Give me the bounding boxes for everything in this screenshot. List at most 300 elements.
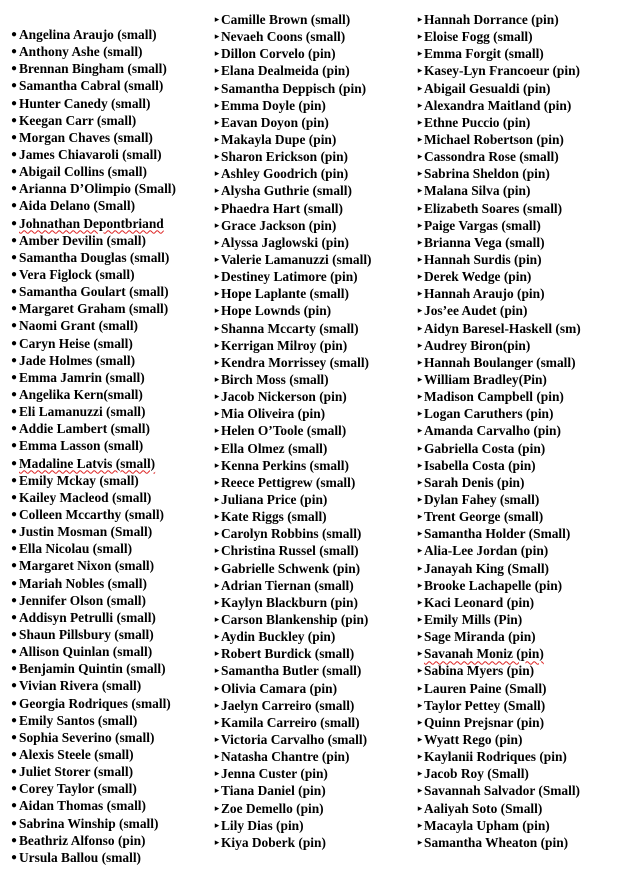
list-item-text: Brianna Vega (small)	[424, 234, 545, 250]
list-item	[213, 251, 413, 268]
list-item-text: Aida Delano (Small)	[19, 198, 136, 214]
bullet-icon: ▸	[417, 134, 423, 145]
list-item-text: Kerrigan Milroy (pin)	[221, 337, 348, 353]
list-item-text: Samantha Butler (small)	[221, 663, 362, 679]
bullet-icon: ▸	[214, 631, 220, 642]
list-item-text: Shaun Pillsbury (small)	[19, 626, 154, 642]
list-item	[213, 165, 413, 182]
list-item	[9, 197, 209, 214]
list-item	[9, 163, 209, 180]
list-item	[416, 714, 616, 731]
bullet-icon: ▸	[214, 802, 220, 813]
list-item	[416, 422, 616, 439]
bullet-icon: ●	[10, 217, 18, 229]
list-item-text: Anthony Ashe (small)	[19, 44, 143, 60]
list-item	[9, 557, 209, 574]
list-item-text: Mariah Nobles (small)	[19, 575, 147, 591]
bullet-icon: ▸	[214, 699, 220, 710]
bullet-icon: ●	[10, 491, 18, 503]
bullet-icon: ▸	[417, 116, 423, 127]
list-item-text: Ashley Goodrich (pin)	[221, 166, 349, 182]
list-item	[416, 679, 616, 696]
list-item-text: Savanah Moniz (pin)	[424, 646, 544, 662]
list-item	[9, 780, 209, 797]
bullet-icon: ▸	[417, 374, 423, 385]
list-item	[213, 440, 413, 457]
bullet-icon: ▸	[417, 14, 423, 25]
bullet-icon: ▸	[214, 82, 220, 93]
bullet-icon: ●	[10, 303, 18, 315]
bullet-icon: ▸	[214, 356, 220, 367]
list-item	[416, 662, 616, 679]
list-item	[416, 234, 616, 251]
list-item	[416, 491, 616, 508]
bullet-icon: ●	[10, 851, 18, 863]
bullet-icon: ●	[10, 114, 18, 126]
bullet-icon: ▸	[417, 733, 423, 744]
bullet-icon: ▸	[214, 271, 220, 282]
list-item-text: Phaedra Hart (small)	[221, 200, 343, 216]
name-column-2	[213, 11, 413, 851]
bullet-icon: ▸	[214, 31, 220, 42]
list-item	[9, 317, 209, 334]
bullet-icon: ▸	[417, 48, 423, 59]
list-item-text: Abigail Collins (small)	[19, 164, 147, 180]
list-item	[416, 560, 616, 577]
bullet-icon: ●	[10, 29, 18, 41]
bullet-icon: ▸	[417, 151, 423, 162]
list-item-text: Alysha Guthrie (small)	[221, 183, 352, 199]
list-item	[213, 714, 413, 731]
list-item	[213, 320, 413, 337]
list-item-text: Kaci Leonard (pin)	[424, 594, 535, 610]
list-item-text: Sabrina Sheldon (pin)	[424, 166, 550, 182]
list-item-text: Dylan Fahey (small)	[424, 492, 540, 507]
bullet-icon: ▸	[214, 134, 220, 145]
bullet-icon: ▸	[214, 579, 220, 590]
list-item-text: Hannah Surdis (pin)	[424, 252, 542, 268]
list-item-text: Jacob Nickerson (pin)	[221, 389, 347, 405]
bullet-icon: ●	[10, 423, 18, 435]
list-item-text: Beathriz Alfonso (pin)	[19, 832, 146, 848]
bullet-icon: ●	[10, 817, 18, 829]
list-item-text: Birch Moss (small)	[221, 372, 329, 388]
list-item-text: Brennan Bingham (small)	[19, 61, 167, 77]
list-item	[9, 180, 209, 197]
list-item	[9, 540, 209, 557]
list-item-text: Shanna Mccarty (small)	[221, 320, 359, 336]
list-item	[9, 300, 209, 317]
list-item	[9, 849, 209, 866]
list-item	[213, 782, 413, 799]
list-item-text: Madison Campbell (pin)	[424, 389, 564, 405]
bullet-icon: ●	[10, 63, 18, 75]
list-item-text: Benjamin Quintin (small)	[19, 661, 166, 677]
list-item	[416, 542, 616, 559]
list-item-text: Samantha Goulart (small)	[19, 284, 169, 300]
list-item	[213, 114, 413, 131]
list-item-text: Sabina Myers (pin)	[424, 663, 535, 679]
list-item-text: Jade Holmes (small)	[19, 352, 136, 368]
list-item-text: Janayah King (Small)	[424, 560, 550, 576]
list-item-text: Amanda Carvalho (pin)	[424, 423, 561, 439]
list-item-text: Logan Caruthers (pin)	[424, 406, 554, 422]
list-item-text: Helen O’Toole (small)	[221, 423, 347, 439]
list-item-text: Adrian Tiernan (small)	[221, 577, 354, 593]
bullet-icon: ▸	[214, 151, 220, 162]
list-item-text: Isabella Costa (pin)	[424, 457, 536, 473]
bullet-icon: ●	[10, 440, 18, 452]
list-item-text: Malana Silva (pin)	[424, 183, 531, 199]
list-item-text: Eloise Fogg (small)	[424, 29, 533, 45]
list-item-text: Juliana Price (pin)	[221, 492, 328, 507]
list-item	[213, 80, 413, 97]
list-item	[213, 422, 413, 439]
list-item	[416, 371, 616, 388]
list-item-text: Emma Forgit (small)	[424, 46, 544, 62]
list-item	[416, 628, 616, 645]
list-item	[9, 489, 209, 506]
list-item	[213, 354, 413, 371]
list-item-text: Macayla Upham (pin)	[424, 817, 550, 833]
list-item-text: Alexandra Maitland (pin)	[424, 97, 572, 113]
list-item-text: Emma Lasson (small)	[19, 438, 144, 454]
list-item-text: Margaret Graham (small)	[19, 301, 169, 317]
list-item-text: Elana Dealmeida (pin)	[221, 63, 350, 79]
bullet-icon: ▸	[417, 596, 423, 607]
list-item-text: Lily Dias (pin)	[221, 817, 304, 833]
bullet-icon: ▸	[214, 819, 220, 830]
list-item	[416, 302, 616, 319]
list-item	[213, 799, 413, 816]
list-item	[416, 148, 616, 165]
bullet-icon: ●	[10, 680, 18, 692]
bullet-icon: ●	[10, 783, 18, 795]
list-item-text: Kailey Macleod (small)	[19, 489, 152, 505]
list-item-text: Alyssa Jaglowski (pin)	[221, 234, 349, 250]
bullet-icon: ▸	[417, 648, 423, 659]
bullet-icon: ▸	[214, 391, 220, 402]
list-item-text: Ursula Ballou (small)	[19, 849, 142, 865]
list-item	[416, 80, 616, 97]
list-item-text: Alia-Lee Jordan (pin)	[424, 543, 549, 559]
list-item	[213, 457, 413, 474]
list-item	[213, 697, 413, 714]
list-item	[9, 746, 209, 763]
bullet-icon: ▸	[417, 802, 423, 813]
bullet-icon: ▸	[214, 202, 220, 213]
list-item	[213, 577, 413, 594]
bullet-icon: ●	[10, 543, 18, 555]
list-item-text: Kamila Carreiro (small)	[221, 714, 360, 730]
bullet-icon: ●	[10, 200, 18, 212]
list-item	[9, 386, 209, 403]
list-item-text: Kasey-Lyn Francoeur (pin)	[424, 63, 580, 79]
list-item	[9, 626, 209, 643]
list-item-text: Sophia Severino (small)	[19, 729, 155, 745]
bullet-icon: ●	[10, 594, 18, 606]
bullet-icon: ▸	[214, 494, 220, 504]
bullet-icon: ▸	[417, 682, 423, 693]
list-item-text: Georgia Rodriques (small)	[19, 695, 171, 711]
bullet-icon: ●	[10, 509, 18, 520]
list-item-text: Gabrielle Schwenk (pin)	[221, 560, 361, 576]
bullet-icon: ●	[10, 183, 18, 195]
bullet-icon: ▸	[417, 339, 423, 350]
list-item	[213, 268, 413, 285]
list-item	[9, 335, 209, 352]
bullet-icon: ▸	[417, 185, 423, 196]
bullet-icon: ▸	[417, 356, 423, 367]
bullet-icon: ●	[10, 731, 18, 743]
list-item	[213, 200, 413, 217]
list-item	[213, 217, 413, 234]
list-item-text: Aydin Buckley (pin)	[221, 629, 336, 645]
bullet-icon: ●	[10, 474, 18, 486]
list-item	[213, 62, 413, 79]
list-item	[416, 577, 616, 594]
bullet-icon: ●	[10, 697, 18, 709]
list-item	[213, 508, 413, 525]
bullet-icon: ●	[10, 577, 18, 589]
bullet-icon: ●	[10, 457, 18, 469]
list-item-text: Natasha Chantre (pin)	[221, 749, 350, 765]
list-item	[213, 560, 413, 577]
list-item	[213, 97, 413, 114]
list-item-text: Robert Burdick (small)	[221, 646, 355, 662]
list-item	[416, 354, 616, 371]
list-item	[9, 677, 209, 694]
bullet-icon: ●	[10, 234, 18, 246]
bullet-icon: ●	[10, 646, 18, 658]
list-item	[213, 731, 413, 748]
bullet-icon: ●	[10, 337, 18, 349]
list-item-text: Angelina Araujo (small)	[19, 27, 157, 43]
bullet-icon: ●	[10, 269, 18, 281]
list-item-text: Nevaeh Coons (small)	[221, 29, 346, 45]
list-item	[416, 268, 616, 285]
list-item	[416, 817, 616, 834]
bullet-icon: ▸	[214, 785, 220, 796]
list-item	[416, 251, 616, 268]
list-item-text: Alexis Steele (small)	[19, 746, 134, 762]
bullet-icon: ●	[10, 834, 18, 846]
list-item	[9, 249, 209, 266]
list-item-text: Emily Mills (Pin)	[424, 611, 523, 627]
list-item-text: Trent George (small)	[424, 509, 544, 525]
list-item	[9, 77, 209, 94]
bullet-icon: ▸	[214, 768, 220, 779]
list-item	[9, 283, 209, 300]
list-item	[416, 765, 616, 782]
list-item-text: Aaliyah Soto (Small)	[424, 800, 543, 816]
bullet-icon: ▸	[417, 545, 423, 556]
list-item	[9, 26, 209, 43]
list-item	[213, 542, 413, 559]
list-item-text: Samantha Cabral (small)	[19, 78, 164, 94]
list-item	[9, 814, 209, 831]
list-item	[213, 371, 413, 388]
bullet-icon: ▸	[417, 288, 423, 299]
list-item-text: Hannah Dorrance (pin)	[424, 12, 559, 28]
list-item-text: Morgan Chaves (small)	[19, 129, 153, 145]
bullet-icon: ▸	[214, 442, 220, 453]
list-item-text: Makayla Dupe (pin)	[221, 132, 337, 148]
list-item	[9, 832, 209, 849]
list-item-text: Arianna D’Olimpio (Small)	[19, 181, 176, 197]
bullet-icon: ●	[10, 251, 18, 263]
bullet-icon: ▸	[214, 476, 220, 487]
bullet-icon: ▸	[214, 48, 220, 59]
bullet-icon: ▸	[417, 494, 423, 504]
list-item	[9, 523, 209, 540]
bullet-icon: ▸	[214, 648, 220, 659]
list-item-text: Sharon Erickson (pin)	[221, 149, 349, 165]
list-item	[416, 28, 616, 45]
bullet-icon: ▸	[214, 613, 220, 624]
list-item	[213, 834, 413, 851]
list-item-text: Eavan Doyon (pin)	[221, 114, 329, 130]
list-item-text: Kaylyn Blackburn (pin)	[221, 594, 358, 610]
list-item-text: Corey Taylor (small)	[19, 781, 137, 797]
list-item-text: William Bradley(Pin)	[424, 372, 547, 388]
list-item	[9, 215, 209, 232]
bullet-icon: ▸	[214, 219, 220, 230]
bullet-icon: ●	[10, 80, 18, 92]
list-item	[9, 506, 209, 523]
bullet-icon: ▸	[214, 511, 220, 522]
list-item	[213, 594, 413, 611]
bullet-icon: ●	[10, 149, 18, 161]
list-item	[416, 388, 616, 405]
bullet-icon: ●	[10, 560, 18, 572]
list-item-text: Emily Mckay (small)	[19, 472, 139, 488]
bullet-icon: ▸	[417, 236, 423, 247]
list-item-text: Eli Lamanuzzi (small)	[19, 404, 146, 420]
bullet-icon: ▸	[417, 254, 423, 265]
bullet-icon: ●	[10, 663, 18, 675]
bullet-icon: ●	[10, 766, 18, 778]
bullet-icon: ▸	[417, 768, 423, 779]
list-item	[416, 217, 616, 234]
list-item-text: Cassondra Rose (small)	[424, 149, 559, 165]
bullet-icon: ▸	[417, 631, 423, 642]
bullet-icon: ▸	[214, 339, 220, 350]
list-item	[9, 95, 209, 112]
bullet-icon: ▸	[214, 374, 220, 385]
bullet-icon: ▸	[417, 459, 423, 470]
list-item-text: Caryn Heise (small)	[19, 335, 133, 351]
list-item-text: Kenna Perkins (small)	[221, 457, 349, 473]
list-item-text: Sarah Denis (pin)	[424, 474, 525, 490]
list-item	[416, 131, 616, 148]
list-item-text: James Chiavaroli (small)	[19, 147, 162, 163]
list-item	[213, 679, 413, 696]
list-item-text: Emma Jamrin (small)	[19, 369, 145, 385]
list-item	[9, 266, 209, 283]
list-item	[416, 11, 616, 28]
list-item	[416, 525, 616, 542]
list-item-text: Kendra Morrissey (small)	[221, 354, 370, 370]
bullet-icon: ●	[10, 97, 18, 109]
bullet-icon: ▸	[417, 271, 423, 282]
list-item	[213, 748, 413, 765]
list-item	[9, 797, 209, 814]
list-item	[213, 45, 413, 62]
bullet-icon: ▸	[214, 116, 220, 127]
list-item-text: Addisyn Petrulli (small)	[19, 609, 156, 625]
list-item	[213, 148, 413, 165]
list-item	[416, 697, 616, 714]
list-item	[9, 763, 209, 780]
list-item-text: Hunter Canedy (small)	[19, 95, 151, 111]
list-item	[416, 457, 616, 474]
list-item	[213, 662, 413, 679]
list-item	[416, 62, 616, 79]
bullet-icon: ●	[10, 611, 18, 623]
list-item-text: Aidyn Baresel-Haskell (sm)	[424, 320, 581, 336]
bullet-icon: ▸	[214, 185, 220, 196]
bullet-icon: ●	[10, 748, 18, 760]
bullet-icon: ▸	[214, 682, 220, 693]
list-item-text: Jennifer Olson (small)	[19, 592, 146, 608]
list-item	[416, 474, 616, 491]
list-item-text: Hope Lownds (pin)	[221, 303, 332, 319]
bullet-icon: ▸	[417, 82, 423, 93]
bullet-icon: ▸	[214, 596, 220, 607]
list-item-text: Hope Laplante (small)	[221, 286, 349, 302]
list-item-text: Allison Quinlan (small)	[19, 644, 153, 660]
list-item-text: Gabriella Costa (pin)	[424, 440, 546, 456]
list-item	[416, 114, 616, 131]
list-item-text: Justin Mosman (Small)	[19, 524, 153, 540]
list-item	[9, 146, 209, 163]
list-item-text: Margaret Nixon (small)	[19, 558, 155, 574]
list-item	[416, 645, 616, 662]
bullet-icon: ▸	[417, 99, 423, 110]
bullet-icon: ▸	[214, 14, 220, 25]
list-item	[213, 817, 413, 834]
list-item-text: Michael Robertson (pin)	[424, 132, 564, 148]
bullet-icon: ▸	[417, 219, 423, 230]
bullet-icon: ▸	[417, 442, 423, 453]
bullet-icon: ▸	[214, 288, 220, 299]
list-item-text: Zoe Demello (pin)	[221, 800, 324, 816]
list-item-text: Tiana Daniel (pin)	[221, 783, 326, 799]
bullet-icon: ▸	[214, 254, 220, 265]
bullet-icon: ▸	[214, 65, 220, 76]
list-item	[213, 491, 413, 508]
list-item-text: Angelika Kern(small)	[19, 387, 143, 403]
list-item	[9, 60, 209, 77]
bullet-icon: ●	[10, 131, 18, 143]
list-item	[416, 165, 616, 182]
bullet-icon: ▸	[417, 579, 423, 590]
bullet-icon: ▸	[417, 836, 423, 847]
list-item	[416, 45, 616, 62]
list-item-text: Samantha Douglas (small)	[19, 249, 170, 265]
list-item-text: Naomi Grant (small)	[19, 318, 139, 334]
bullet-icon: ●	[10, 46, 18, 58]
list-item	[416, 200, 616, 217]
list-item-text: Abigail Gesualdi (pin)	[424, 80, 551, 96]
list-item	[9, 609, 209, 626]
list-item	[213, 11, 413, 28]
bullet-icon: ●	[10, 714, 18, 726]
list-item-text: Audrey Biron(pin)	[424, 337, 531, 353]
list-item-text: Addie Lambert (small)	[19, 421, 150, 437]
list-item	[9, 729, 209, 746]
